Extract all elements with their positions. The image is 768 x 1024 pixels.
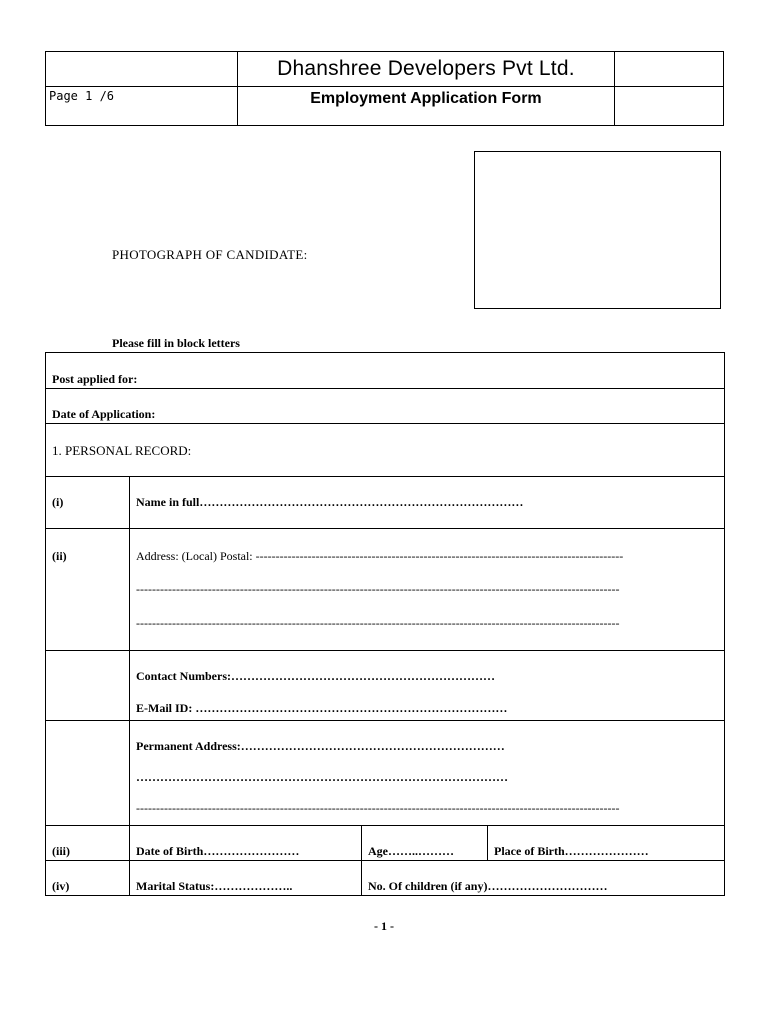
date-of-application-field[interactable]: Date of Application:	[46, 389, 725, 424]
permanent-address-label: Permanent Address:…………………………………………………………	[136, 739, 505, 753]
email-label: E-Mail ID: ……………………………………………………………………	[136, 701, 508, 715]
permanent-address-line-3: -------------------------------------------------------------------------------------------------------------------------	[136, 801, 620, 815]
company-name: Dhanshree Developers Pvt Ltd.	[237, 52, 614, 87]
page-number: - 1 -	[374, 919, 394, 933]
permanent-address-line-2: …………………………………………………………………………………	[136, 770, 508, 784]
age-field[interactable]: Age……..………	[362, 826, 488, 861]
row-iii-number: (iii)	[46, 826, 130, 861]
date-of-birth-field[interactable]: Date of Birth……………………	[130, 826, 362, 861]
page-label: Page 1 /6	[46, 87, 238, 126]
name-in-full-field[interactable]: Name in full………………………………………………………………………	[130, 477, 725, 529]
header-table	[45, 51, 724, 126]
row-ii-number: (ii)	[46, 529, 130, 651]
photograph-label: PHOTOGRAPH OF CANDIDATE:	[112, 247, 308, 262]
contact-numbers-label: Contact Numbers:…………………………………………………………	[136, 669, 495, 683]
form-title: Employment Application Form	[237, 87, 614, 126]
place-of-birth-field[interactable]: Place of Birth…………………	[488, 826, 725, 861]
post-applied-field[interactable]: Post applied for:	[46, 353, 725, 389]
header-blank-cell-right-2	[615, 87, 724, 126]
local-address-line-3: -------------------------------------------------------------------------------------------------------------------------	[136, 616, 620, 630]
local-address-field[interactable]	[130, 529, 725, 651]
contact-number-blank-cell	[46, 651, 130, 721]
local-address-label: Address: (Local) Postal: --------------------------------------------------------------------------------------------	[136, 549, 624, 563]
contact-field[interactable]	[130, 651, 725, 721]
marital-status-field[interactable]: Marital Status:………………..	[130, 861, 362, 896]
header-blank-cell-left	[46, 52, 238, 87]
header-blank-cell-right	[615, 52, 724, 87]
permanent-address-field[interactable]	[130, 721, 725, 826]
row-iv-number: (iv)	[46, 861, 130, 896]
row-i-number: (i)	[46, 477, 130, 529]
local-address-line-2: -------------------------------------------------------------------------------------------------------------------------	[136, 582, 620, 596]
personal-record-heading: 1. PERSONAL RECORD:	[46, 424, 725, 477]
block-letters-note: Please fill in block letters	[112, 336, 240, 350]
number-of-children-field[interactable]: No. Of children (if any)…………………………	[362, 861, 725, 896]
photograph-box[interactable]	[474, 151, 721, 309]
permanent-address-blank-cell	[46, 721, 130, 826]
personal-record-table	[45, 352, 725, 896]
